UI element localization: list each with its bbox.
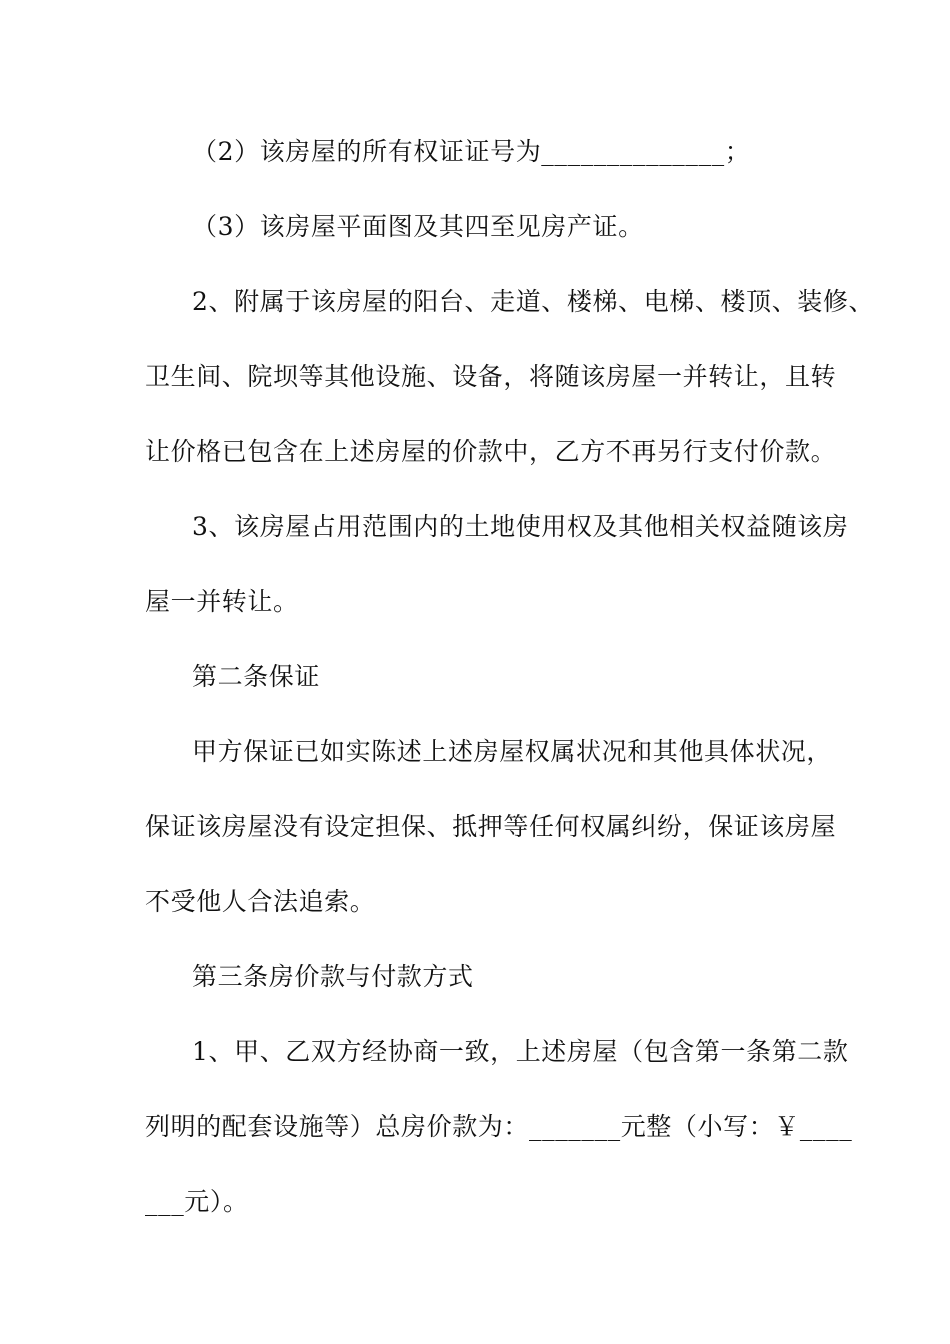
text-line-15: ___元）。 xyxy=(145,1187,249,1216)
text-line-10: 保证该房屋没有设定担保、抵押等任何权属纠纷，保证该房屋 xyxy=(145,812,837,841)
text-line-14: 列明的配套设施等）总房价款为：_______元整（小写：￥____ xyxy=(145,1112,853,1141)
text-line-5: 让价格已包含在上述房屋的价款中，乙方不再另行支付价款。 xyxy=(145,437,837,466)
section-heading-payment: 第三条房价款与付款方式 xyxy=(192,962,474,991)
text-line-4: 卫生间、院坝等其他设施、设备，将随该房屋一并转让，且转 xyxy=(145,362,837,391)
text-line-1: （2）该房屋的所有权证证号为______________； xyxy=(192,137,751,166)
text-line-7: 屋一并转让。 xyxy=(145,587,299,616)
text-line-11: 不受他人合法追索。 xyxy=(145,887,376,916)
text-line-2: （3）该房屋平面图及其四至见房产证。 xyxy=(192,212,644,241)
text-line-6: 3、该房屋占用范围内的土地使用权及其他相关权益随该房 xyxy=(192,512,849,541)
text-line-13: 1、甲、乙双方经协商一致，上述房屋（包含第一条第二款 xyxy=(192,1037,849,1066)
section-heading-guarantee: 第二条保证 xyxy=(192,662,321,691)
text-line-3: 2、附属于该房屋的阳台、走道、楼梯、电梯、楼顶、装修、 xyxy=(192,287,875,316)
text-line-9: 甲方保证已如实陈述上述房屋权属状况和其他具体状况， xyxy=(192,737,833,766)
